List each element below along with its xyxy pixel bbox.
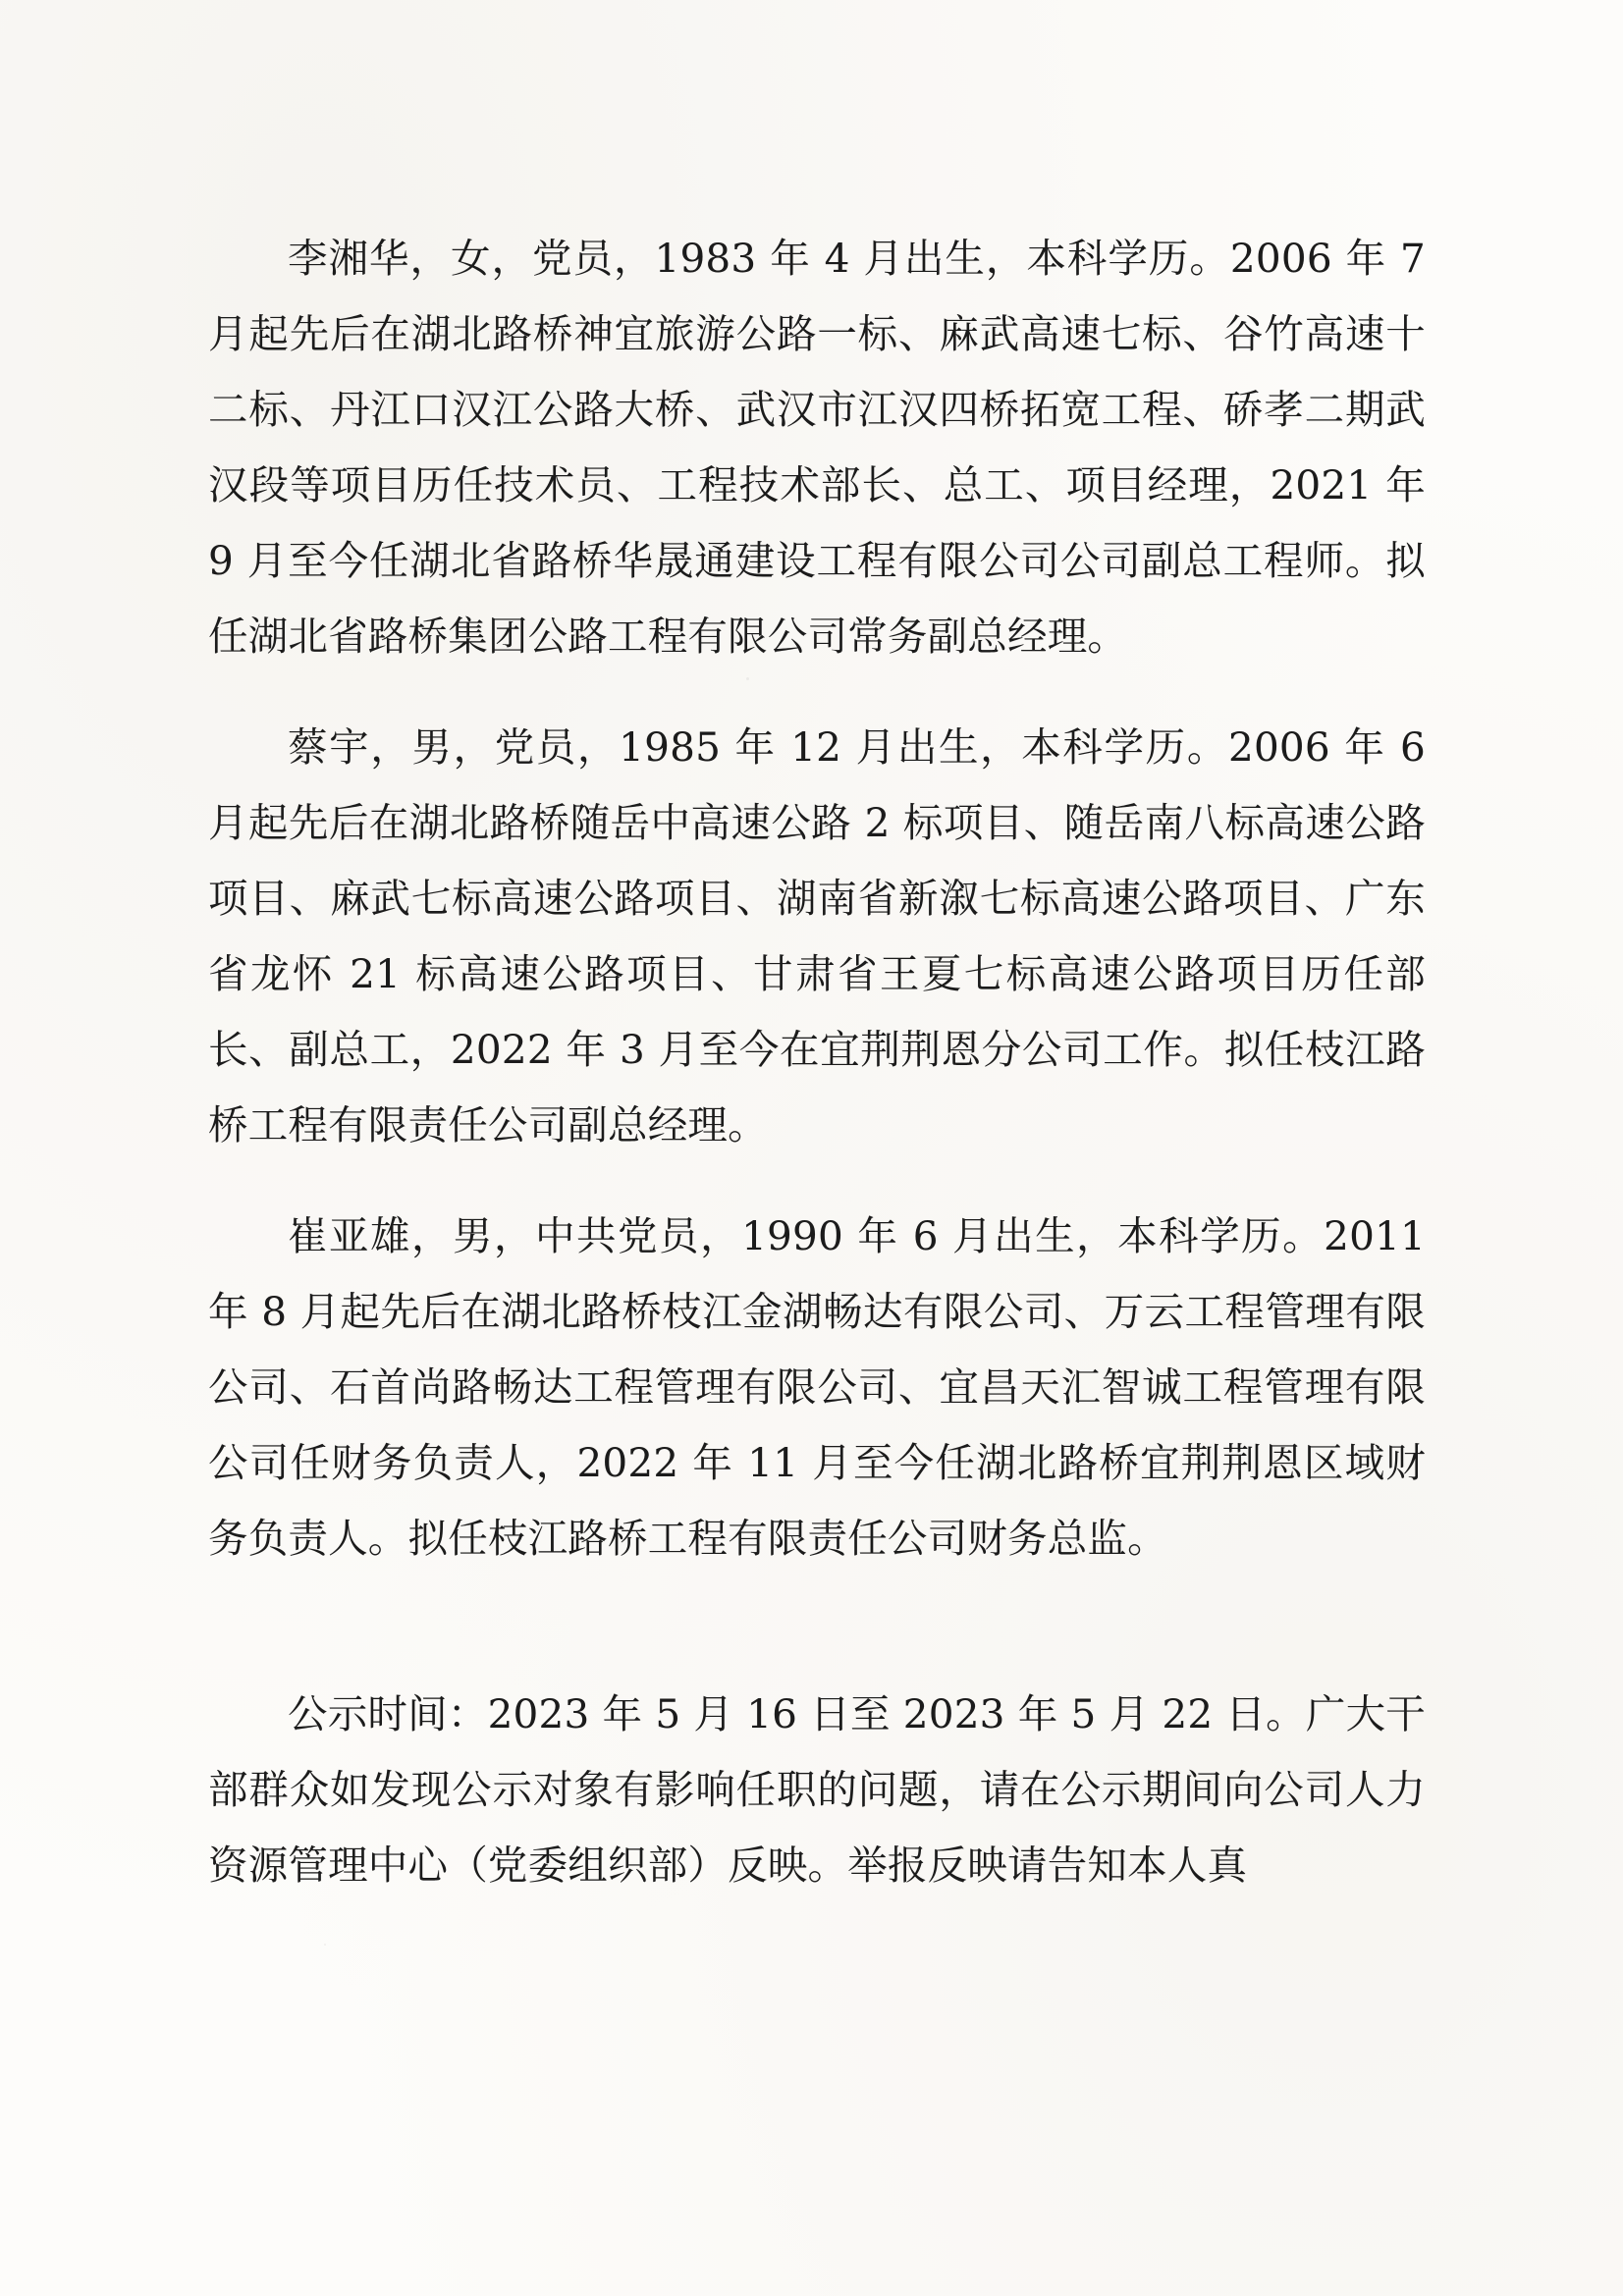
scan-speckle [324, 1944, 326, 1946]
paragraph-publicity-period: 公示时间：2023 年 5 月 16 日至 2023 年 5 月 22 日。广大干部群众如发现公示对象有影响任职的问题，请在公示期间向公司人力资源管理中心（党委组织部）反映。举报反映请告知本人真 [208, 1690, 1426, 1889]
paragraph-spacer [208, 1604, 1426, 1677]
paragraph-bio-cui-yaxiong: 崔亚雄，男，中共党员，1990 年 6 月出生，本科学历。2011 年 8 月起先后在湖北路桥枝江金湖畅达有限公司、万云工程管理有限公司、石首尚路畅达工程管理有限公司、宜昌天汇智诚工程管理有限公司任财务负责人，2022 年 11 月至今任湖北路桥宜荆荆恩区域财务负责人。拟任枝江路桥工程有限责任公司财务总监。 [208, 1212, 1426, 1562]
paragraph-bio-cai-yu: 蔡宇，男，党员，1985 年 12 月出生，本科学历。2006 年 6 月起先后在湖北路桥随岳中高速公路 2 标项目、随岳南八标高速公路项目、麻武七标高速公路项目、湖南省新溆七标高速公路项目、广东省龙怀 21 标高速公路项目、甘肃省王夏七标高速公路项目历任部长、副总工，2022 年 3 月至今在宜荆荆恩分公司工作。拟任枝江路桥工程有限责任公司副总经理。 [208, 723, 1426, 1148]
document-body [208, 221, 1426, 1939]
paragraph-bio-li-xianghua: 李湘华，女，党员，1983 年 4 月出生，本科学历。2006 年 7 月起先后在湖北路桥神宜旅游公路一标、麻武高速七标、谷竹高速十二标、丹江口汉江公路大桥、武汉市江汉四桥拓宽工程、硚孝二期武汉段等项目历任技术员、工程技术部长、总工、项目经理，2021 年 9 月至今任湖北省路桥华晟通建设工程有限公司公司副总工程师。拟任湖北省路桥集团公路工程有限公司常务副总经理。 [208, 235, 1426, 660]
